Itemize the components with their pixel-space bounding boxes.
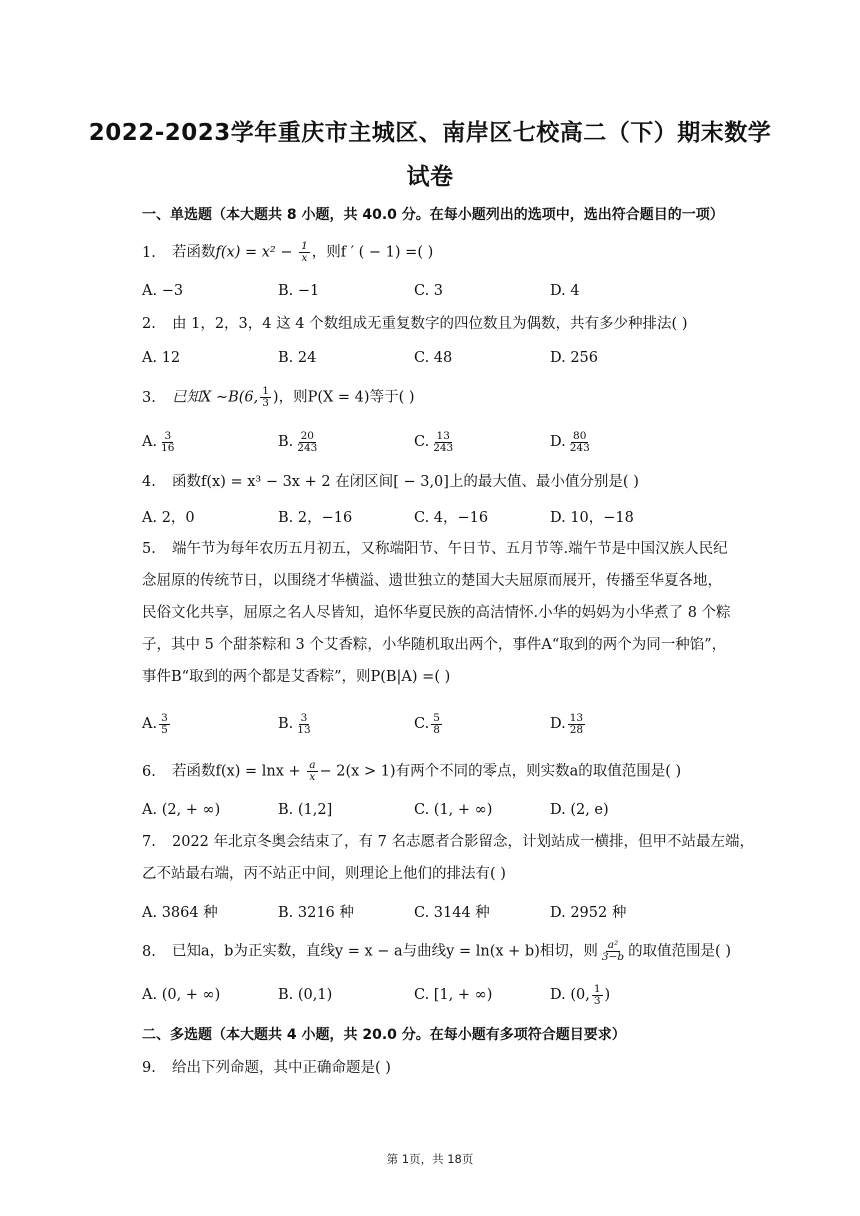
question-text: 2022 年北京冬奥会结束了，有 7 名志愿者合影留念，计划站成一横排，但甲不站最左端， bbox=[172, 834, 754, 850]
question-text: 端午节为每年农历五月初五，又称端阳节、午日节、五月节等.端午节是中国汉族人民纪 bbox=[172, 541, 728, 557]
exam-title-line2: 试卷 bbox=[406, 164, 454, 190]
option-c: C. 3 bbox=[414, 283, 444, 299]
fraction: $\frac{1}{x}$ bbox=[301, 240, 308, 264]
section-multiple-choice: 二、多选题（本大题共 4 小题，共 20.0 分。在每小题有多项符合题目要求） bbox=[142, 1027, 626, 1043]
page-footer: 第 1页，共 18页 bbox=[386, 1152, 474, 1166]
question-number: 6. bbox=[142, 763, 156, 780]
option-d: D. 4 bbox=[550, 283, 580, 299]
question-8 bbox=[142, 940, 780, 963]
question-text: 乙不站最右端，丙不站正中间，则理论上他们的排法有( ) bbox=[142, 866, 506, 882]
question-text: 若函数 bbox=[172, 244, 216, 261]
option-c: C. [1, + ∞) bbox=[414, 987, 493, 1003]
question-text: 念屈原的传统节日，以围绕才华横溢、遗世独立的楚国大夫屈原而展开，传播至华夏各地， bbox=[142, 573, 722, 589]
option-b: B. 24 bbox=[278, 350, 317, 366]
math-expression: f(x) = x² − bbox=[215, 244, 298, 261]
question-6 bbox=[142, 760, 780, 783]
options-q6 bbox=[142, 795, 782, 825]
option-b: B. (0,1) bbox=[278, 987, 333, 1003]
question-3 bbox=[142, 386, 780, 409]
question-text: ，则f ′ ( − 1) =( ) bbox=[311, 244, 434, 261]
option-c: C. 3144 种 bbox=[414, 904, 490, 921]
option-a: A. $\frac{3}{16}$ bbox=[142, 429, 175, 454]
question-5 bbox=[142, 533, 782, 693]
question-text: − 2(x > 1)有两个不同的零点，则实数a的取值范围是( ) bbox=[319, 763, 682, 780]
option-b: B. (1,2] bbox=[278, 802, 333, 818]
question-text: 若函数f(x) = lnx + bbox=[172, 763, 306, 780]
fraction: $\frac{1}{3}$ bbox=[262, 385, 269, 409]
option-d: D. 256 bbox=[550, 350, 599, 366]
question-text: 由 1，2，3，4 这 4 个数组成无重复数字的四位数且为偶数，共有多少种排法( ) bbox=[172, 316, 688, 332]
option-b: B. 2，−16 bbox=[278, 509, 353, 526]
question-number: 3. bbox=[142, 389, 156, 406]
section-single-choice: 一、单选题（本大题共 8 小题，共 40.0 分。在每小题列出的选项中，选出符合题目的一项） bbox=[142, 207, 724, 223]
option-d: D. $\frac{13}{28}$ bbox=[550, 711, 584, 736]
option-b: B. $\frac{3}{13}$ bbox=[278, 711, 311, 736]
option-d: D. 10，−18 bbox=[550, 509, 634, 526]
option-b: B. 3216 种 bbox=[278, 904, 354, 921]
question-number: 2. bbox=[142, 316, 156, 332]
question-4 bbox=[142, 472, 780, 492]
option-c: C. (1, + ∞) bbox=[414, 802, 493, 818]
option-a: A. (2, + ∞) bbox=[142, 802, 221, 818]
options-q5 bbox=[142, 709, 782, 739]
option-a: A. (0, + ∞) bbox=[142, 987, 221, 1003]
question-number: 7. bbox=[142, 834, 156, 850]
option-d: D. (0, $\frac{1}{3}$ ) bbox=[550, 982, 611, 1007]
option-b: B. $\frac{20}{243}$ bbox=[278, 429, 318, 454]
options-q2 bbox=[142, 343, 782, 373]
options-q3 bbox=[142, 427, 782, 457]
option-a: A. $\frac{3}{5}$ bbox=[142, 711, 168, 736]
option-c: C. 4，−16 bbox=[414, 509, 489, 526]
question-number: 9. bbox=[142, 1060, 156, 1076]
option-a: A. −3 bbox=[142, 283, 184, 299]
question-number: 1. bbox=[142, 244, 156, 261]
question-text: )，则P(X = 4)等于( ) bbox=[272, 389, 415, 406]
option-d: D. (2, e) bbox=[550, 802, 609, 818]
fraction: $\frac{\text{a²}}{3-b}$ bbox=[601, 939, 625, 963]
options-q8 bbox=[142, 980, 782, 1010]
option-c: C. 48 bbox=[414, 350, 453, 366]
question-text: 民俗文化共享，屈原之名人尽皆知，追怀华夏民族的高洁情怀.小华的妈妈为小华煮了 8 个粽 bbox=[142, 605, 731, 621]
option-d: D. 2952 种 bbox=[550, 904, 627, 921]
question-7 bbox=[142, 826, 782, 890]
options-q7 bbox=[142, 896, 782, 926]
option-c: C. $\frac{5}{8}$ bbox=[414, 711, 440, 736]
option-b: B. −1 bbox=[278, 283, 320, 299]
option-a: A. 3864 种 bbox=[142, 904, 218, 921]
options-q4 bbox=[142, 501, 782, 531]
question-text: 事件B“取到的两个都是艾香粽”，则P(B|A) =( ) bbox=[142, 669, 451, 685]
question-1 bbox=[142, 241, 780, 264]
question-text: 的取值范围是( ) bbox=[628, 943, 731, 960]
question-text: 已知a，b为正实数，直线y = x − a与曲线y = ln(x + b)相切，则 bbox=[172, 943, 598, 960]
question-text: 已知X ∼B(6, bbox=[172, 389, 259, 406]
question-text: 给出下列命题，其中正确命题是( ) bbox=[172, 1060, 391, 1076]
exam-title-line1: 2022-2023学年重庆市主城区、南岸区七校高二（下）期末数学 bbox=[88, 120, 772, 146]
question-number: 4. bbox=[142, 474, 156, 490]
question-2 bbox=[142, 314, 780, 334]
question-number: 5. bbox=[142, 541, 156, 557]
options-q1 bbox=[142, 276, 782, 306]
option-a: A. 12 bbox=[142, 350, 181, 366]
fraction: $\frac{a}{x}$ bbox=[309, 759, 316, 783]
question-text: 函数f(x) = x³ − 3x + 2 在闭区间[ − 3,0]上的最大值、最小值分别是( ) bbox=[172, 474, 639, 490]
option-a: A. 2，0 bbox=[142, 509, 195, 526]
question-number: 8. bbox=[142, 943, 156, 960]
question-text: 子，其中 5 个甜茶粽和 3 个艾香粽，小华随机取出两个，事件A“取到的两个为同一种馅”， bbox=[142, 637, 727, 653]
option-c: C. $\frac{13}{243}$ bbox=[414, 429, 454, 454]
option-d: D. $\frac{80}{243}$ bbox=[550, 429, 590, 454]
question-9 bbox=[142, 1058, 780, 1078]
